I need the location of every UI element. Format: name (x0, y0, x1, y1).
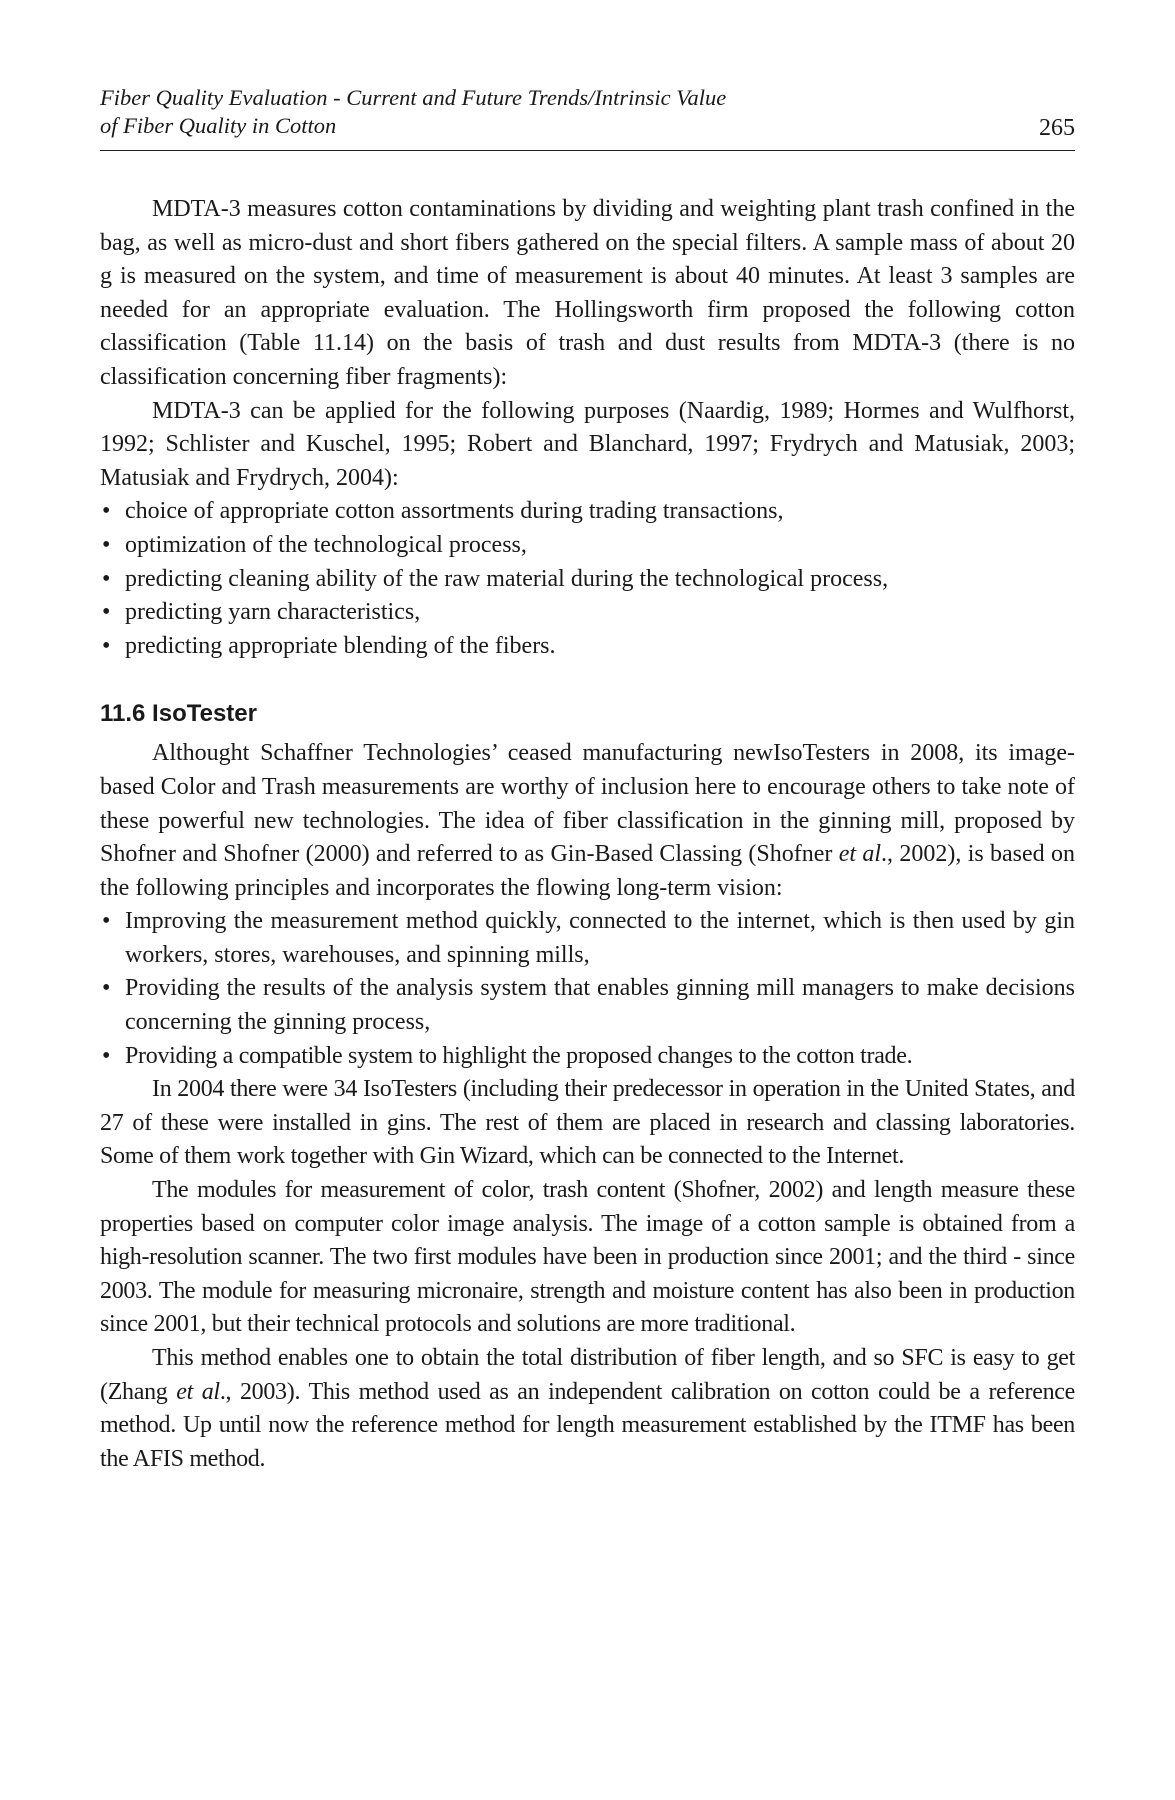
list-item (100, 1040, 1075, 1074)
dense-paragraphs (100, 1073, 1075, 1476)
list-item-text: Providing the results of the analysis system that enables ginning mill managers to make decisions concerning the ginning process, (125, 975, 1075, 1036)
bullet-list (100, 495, 1075, 663)
paragraph: MDTA-3 measures cotton contaminations by dividing and weighting plant trash confined in the bag, as well as micro-dust and short fibers gathered on the special filters. A sample mass of about 20 g is measured on the system, and time of measurement is about 40 minutes. At least 3 samples are needed for an appropriate evaluation. The Hollingsworth firm proposed the following cotton classification (Table 11.14) on the basis of trash and dust results from MDTA-3 (there is no classification concerning fiber fragments): (100, 196, 1075, 390)
bullet-icon: • (102, 632, 111, 659)
list-item (100, 972, 1075, 1039)
bullet-icon: • (102, 908, 111, 935)
et-al-italic: et al (838, 841, 882, 868)
paragraph-text: ., 2002), is based on the following principles and incorporates the flowing long-term vision: (100, 841, 1075, 901)
list-item-text: Improving the measurement method quickly, connected to the internet, which is then used by gin workers, stores, warehouses, and spinning mills, (125, 908, 1075, 968)
list-item-text: predicting appropriate blending of the fibers. (125, 632, 556, 659)
list-item-text: choice of appropriate cotton assortments during trading transactions, (125, 498, 784, 525)
running-title (100, 84, 726, 140)
bullet-icon: • (102, 599, 111, 626)
paragraph-text: Althought Schaffner Technologies’ ceased manufacturing newIsoTesters in 2008, its image-based Color and Trash measurements are worthy of inclusion here to encourage others to take note of these powerful new technologies. The idea of fiber classification in the ginning mill, proposed by Shofner and Shofner (2000) and referred to as Gin-Based Classing (Shofner (100, 740, 1075, 868)
paragraph-text: ., 2003). This method used as an independent calibration on cotton could be a reference method. Up until now the reference method for length measurement established by the ITMF has been the AFIS method. (100, 1378, 1075, 1472)
running-title-line-2: of Fiber Quality in Cotton (100, 113, 337, 138)
paragraph: MDTA-3 can be applied for the following purposes (Naardig, 1989; Hormes and Wulfhorst, 1992; Schlister and Kuschel, 1995; Robert and Blanchard, 1997; Frydrych and Matusiak, 2003; Matusiak and Frydrych, 2004): (100, 397, 1075, 491)
et-al-italic: et al (176, 1378, 220, 1405)
paragraph: The modules for measurement of color, trash content (Shofner, 2002) and length measure these properties based on computer color image analysis. The image of a cotton sample is obtained from a high-resolution scanner. The two first modules have been in production since 2001; and the third - since 2003. The module for measuring micronaire, strength and moisture content has also been in production since 2001, but their technical protocols and solutions are more traditional. (100, 1177, 1075, 1338)
bullet-icon: • (102, 1042, 111, 1069)
paragraph-text: This method enables one to obtain the total distribution of fiber length, and so SFC is easy to get (Zhang (100, 1345, 1075, 1405)
list-item-text: predicting cleaning ability of the raw material during the technological process, (125, 565, 889, 592)
running-title-line-1: Fiber Quality Evaluation - Current and Future Trends/Intrinsic Value (100, 85, 727, 110)
paragraph: In 2004 there were 34 IsoTesters (including their predecessor in operation in the United States, and 27 of these were installed in gins. The rest of them are placed in research and classing laboratories. Some of them work together with Gin Wizard, which can be connected to the Internet. (100, 1076, 1075, 1170)
list-item-text: predicting yarn characteristics, (125, 599, 421, 626)
body-text (100, 193, 1075, 1476)
section-heading: 11.6 IsoTester (100, 700, 257, 728)
paragraph (100, 1342, 1075, 1476)
list-item (100, 905, 1075, 972)
list-item (100, 563, 1075, 597)
bullet-list (100, 905, 1075, 1073)
bullet-icon: • (102, 531, 111, 558)
paragraph (100, 737, 1075, 905)
running-header (100, 80, 1075, 151)
list-item (100, 596, 1075, 630)
list-item (100, 495, 1075, 529)
list-item-text: optimization of the technological process, (125, 531, 527, 558)
list-item-text: Providing a compatible system to highlight the proposed changes to the cotton trade. (125, 1042, 913, 1069)
page-number: 265 (1039, 115, 1075, 141)
list-item (100, 630, 1075, 664)
bullet-icon: • (102, 975, 111, 1002)
bullet-icon: • (102, 498, 111, 525)
list-item (100, 529, 1075, 563)
bullet-icon: • (102, 565, 111, 592)
